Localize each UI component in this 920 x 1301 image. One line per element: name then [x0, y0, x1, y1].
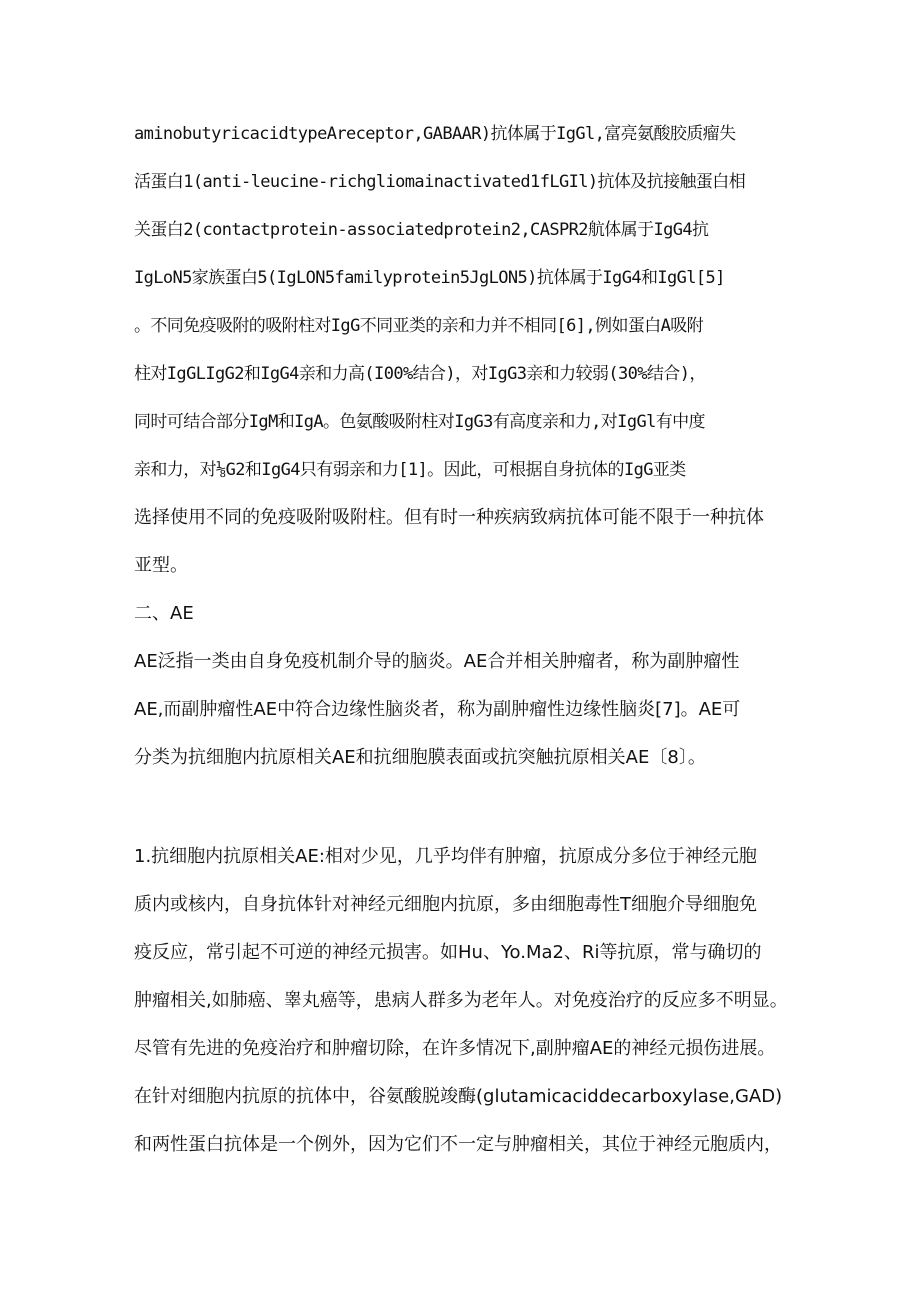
section-heading-ae: 二、AE	[134, 603, 194, 624]
paragraph-3-line-6: 在针对细胞内抗原的抗体中，谷氨酸脱竣酶(glutamicaciddecarboxylase,GAD)	[134, 1086, 783, 1107]
paragraph-1-line-8: 亲和力，对⅛G2和IgG4只有弱亲和力[1]。因此，可根据自身抗体的IgG亚类	[134, 460, 686, 480]
paragraph-3-line-3: 疫反应，常引起不可逆的神经元损害。如Hu、Yo.Ma2、Ri等抗原，常与确切的	[134, 942, 762, 963]
paragraph-1-line-2: 活蛋白1(anti-leucine-richgliomainactivated1fLGIl)抗体及抗接触蛋白相	[134, 172, 746, 192]
paragraph-2-line-2: AE,而副肿瘤性AE中符合边缘性脑炎者，称为副肿瘤性边缘性脑炎[7]。AE可	[134, 699, 741, 720]
paragraph-2-line-3: 分类为抗细胞内抗原相关AE和抗细胞膜表面或抗突触抗原相关AE〔8〕。	[134, 747, 706, 768]
paragraph-1-line-7: 同时可结合部分IgM和IgA。色氨酸吸附柱对IgG3有高度亲和力,对IgGl有中度	[134, 412, 705, 432]
paragraph-1-line-5: 。不同免疫吸附的吸附柱对IgG不同亚类的亲和力并不相同[6],例如蛋白A吸附	[134, 316, 704, 336]
paragraph-3-line-4: 肿瘤相关,如肺癌、睾丸癌等，患病人群多为老年人。对免疫治疗的反应多不明显。	[134, 990, 788, 1011]
paragraph-1-line-10: 亚型。	[134, 555, 188, 576]
paragraph-2-line-1: AE泛指一类由自身免疫机制介导的脑炎。AE合并相关肿瘤者，称为副肿瘤性	[134, 651, 740, 672]
paragraph-3-line-7: 和两性蛋白抗体是一个例外，因为它们不一定与肿瘤相关，其位于神经元胞质内，	[134, 1134, 782, 1155]
paragraph-3-line-2: 质内或核内，自身抗体针对神经元细胞内抗原，多由细胞毒性T细胞介导细胞免	[134, 894, 757, 915]
paragraph-1-line-9: 选择使用不同的免疫吸附吸附柱。但有时一种疾病致病抗体可能不限于一种抗体	[134, 507, 764, 528]
paragraph-3-line-5: 尽管有先进的免疫治疗和肿瘤切除，在许多情况下,副肿瘤AE的神经元损伤进展。	[134, 1038, 776, 1059]
paragraph-1-line-1: aminobutyricacidtypeAreceptor,GABAAR)抗体属于IgGl,富亮氨酸胶质瘤失	[134, 124, 736, 144]
paragraph-1-line-4: IgLoN5家族蛋白5(IgLON5familyprotein5JgLON5)抗体属于IgG4和IgGl[5]	[134, 268, 725, 288]
paragraph-1-line-3: 关蛋白2(contactprotein-associatedprotein2,CASPR2航体属于IgG4抗	[134, 220, 709, 240]
paragraph-1-line-6: 柱对IgGLIgG2和IgG4亲和力高(I00%结合)，对IgG3亲和力较弱(30%结合)，	[134, 364, 706, 384]
paragraph-3-line-1: 1.抗细胞内抗原相关AE:相对少见，几乎均伴有肿瘤，抗原成分多位于神经元胞	[134, 846, 757, 867]
